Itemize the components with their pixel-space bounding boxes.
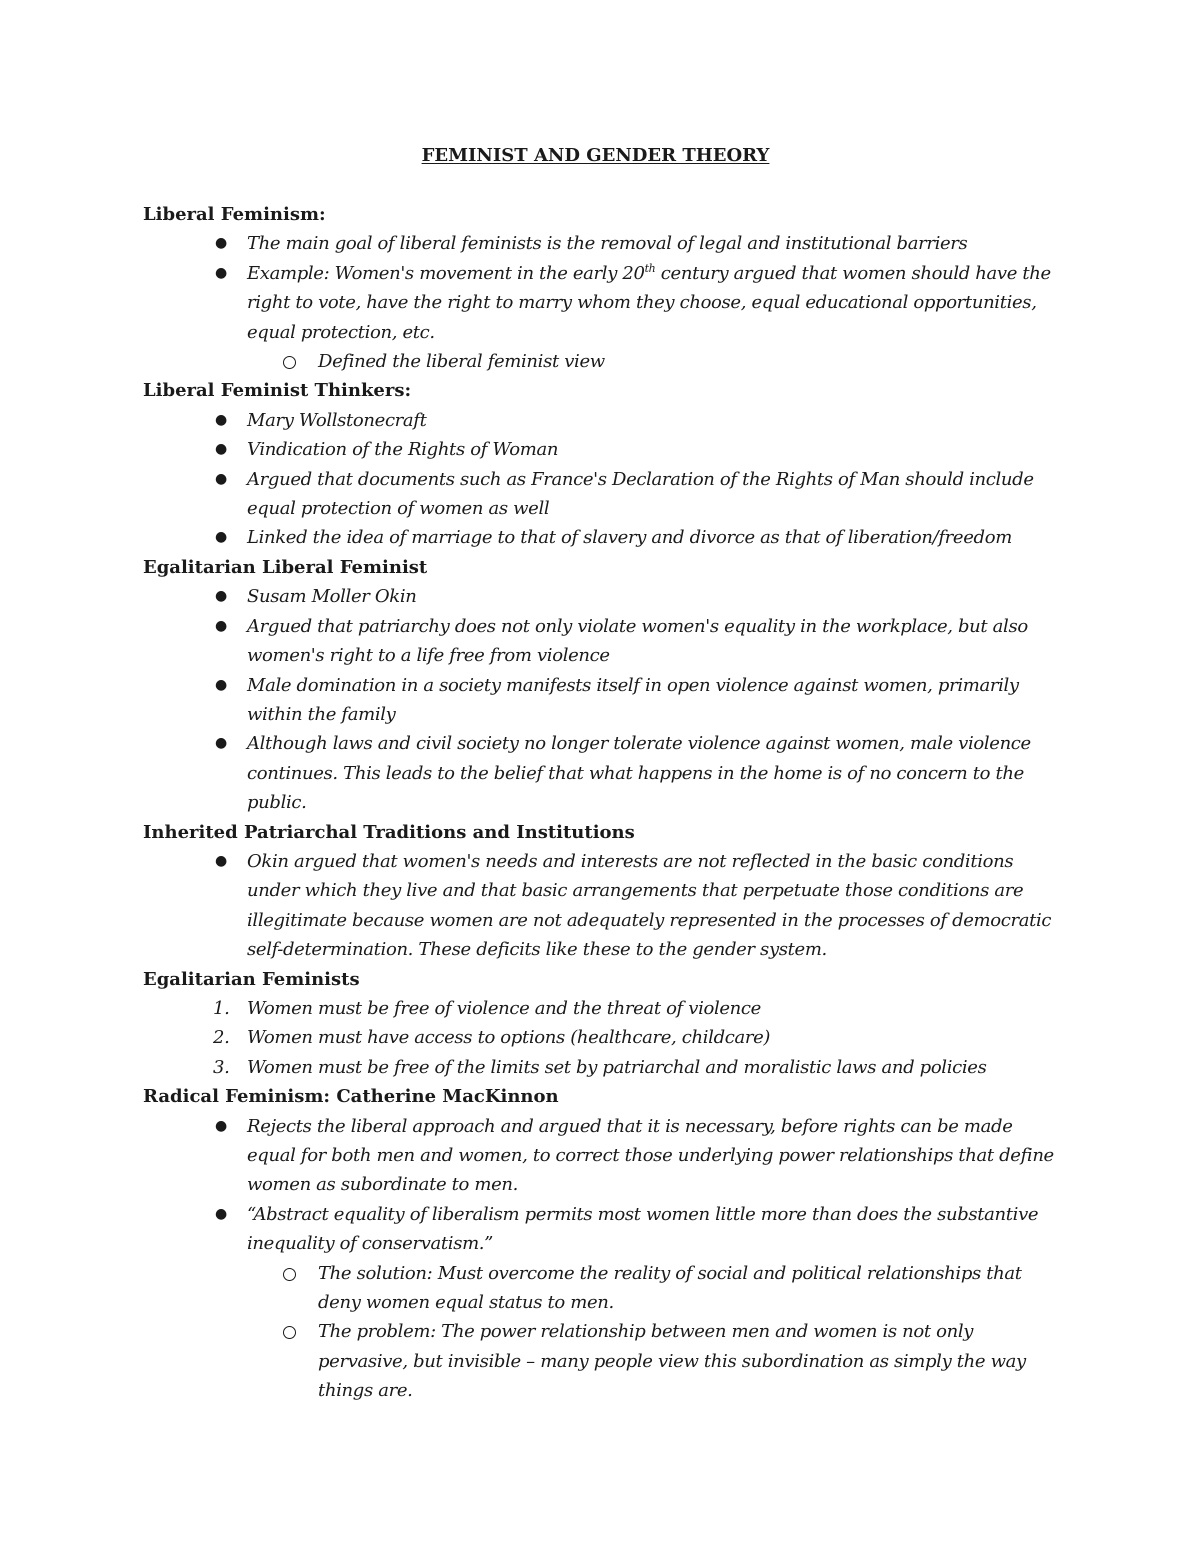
hollow-circle-bullet-icon bbox=[283, 356, 296, 369]
bullet-icon: ● bbox=[215, 470, 227, 487]
section-heading: Liberal Feminist Thinkers: bbox=[143, 380, 412, 402]
bullet-item bbox=[143, 729, 1063, 817]
numbered-item bbox=[143, 1053, 1063, 1082]
section-heading: Egalitarian Feminists bbox=[143, 968, 360, 990]
list-number: 1. bbox=[213, 997, 230, 1019]
bullet-text: Susam Moller Okin bbox=[247, 586, 417, 608]
hollow-circle-bullet-icon bbox=[283, 1326, 296, 1339]
bullet-item bbox=[143, 523, 1063, 552]
bullet-item bbox=[143, 671, 1063, 730]
numbered-item bbox=[143, 994, 1063, 1023]
sub-bullet-item bbox=[143, 1259, 1063, 1318]
sub-bullet-text: Defined the liberal feminist view bbox=[318, 351, 605, 373]
sub-bullet-item bbox=[143, 1317, 1063, 1405]
bullet-icon: ● bbox=[215, 529, 227, 546]
bullet-item bbox=[143, 1200, 1063, 1259]
numbered-text: Women must have access to options (healthcare, childcare) bbox=[247, 1027, 771, 1049]
hollow-circle-bullet-icon bbox=[283, 1268, 296, 1281]
bullet-item bbox=[143, 847, 1063, 965]
bullet-text: Mary Wollstonecraft bbox=[247, 409, 427, 431]
bullet-text: Linked the idea of marriage to that of slavery and divorce as that of liberation/freedom bbox=[247, 527, 1012, 549]
bullet-icon: ● bbox=[215, 852, 227, 869]
bullet-icon: ● bbox=[215, 441, 227, 458]
list-number: 3. bbox=[213, 1056, 230, 1078]
bullet-icon: ● bbox=[215, 617, 227, 634]
sub-bullet-item bbox=[143, 347, 1063, 376]
section-heading: Radical Feminism: Catherine MacKinnon bbox=[143, 1086, 559, 1108]
bullet-item bbox=[143, 435, 1063, 464]
bullet-item bbox=[143, 465, 1063, 524]
bullet-text: Although laws and civil society no longer tolerate violence against women, male violence continues. This leads to the belief that what happens in the home is of no concern to the public. bbox=[247, 733, 1031, 814]
bullet-text: Male domination in a society manifests itself in open violence against women, primarily within the family bbox=[247, 674, 1019, 725]
bullet-icon: ● bbox=[215, 676, 227, 693]
sub-bullet-text: The problem: The power relationship between men and women is not only pervasive, but invisible – many people view this subordination as simply the way things are. bbox=[318, 1321, 1026, 1402]
bullet-icon: ● bbox=[215, 264, 227, 281]
document-title: FEMINIST AND GENDER THEORY bbox=[421, 145, 770, 166]
section-heading: Inherited Patriarchal Traditions and Institutions bbox=[143, 821, 635, 843]
bullet-text: Vindication of the Rights of Woman bbox=[247, 439, 559, 461]
list-number: 2. bbox=[213, 1027, 230, 1049]
bullet-icon: ● bbox=[215, 1117, 227, 1134]
bullet-item bbox=[143, 406, 1063, 435]
bullet-item bbox=[143, 1112, 1063, 1200]
document-body bbox=[143, 200, 1063, 1406]
bullet-text: Argued that patriarchy does not only violate women's equality in the workplace, but also women's right to a life free from violence bbox=[247, 615, 1028, 667]
bullet-icon: ● bbox=[215, 235, 227, 252]
bullet-text: “Abstract equality of liberalism permits most women little more than does the substantive inequality of conservatism.” bbox=[247, 1203, 1039, 1255]
numbered-item bbox=[143, 1023, 1063, 1052]
bullet-icon: ● bbox=[215, 1205, 227, 1222]
bullet-item bbox=[143, 259, 1063, 347]
section-heading: Egalitarian Liberal Feminist bbox=[143, 556, 428, 578]
bullet-item bbox=[143, 229, 1063, 258]
bullet-icon: ● bbox=[215, 588, 227, 605]
bullet-text: Rejects the liberal approach and argued that it is necessary, before rights can be made equal for both men and women, to correct those underlying power relationships that define women as subordinate to men. bbox=[247, 1115, 1054, 1196]
bullet-icon: ● bbox=[215, 735, 227, 752]
superscript: th bbox=[644, 261, 656, 275]
bullet-text: Example: Women's movement in the early 20 bbox=[247, 262, 645, 284]
bullet-text: Okin argued that women's needs and interests are not reflected in the basic conditions under which they live and that basic arrangements that perpetuate those conditions are illegitimate because women are not adequately represented in the processes of democratic self-determination. These deficits like these to the gender system. bbox=[247, 850, 1052, 961]
bullet-text: Argued that documents such as France's Declaration of the Rights of Man should include equal protection of women as well bbox=[247, 468, 1034, 520]
bullet-text: The main goal of liberal feminists is the removal of legal and institutional barriers bbox=[247, 233, 968, 255]
bullet-icon: ● bbox=[215, 411, 227, 428]
bullet-item bbox=[143, 612, 1063, 671]
numbered-text: Women must be free of the limits set by patriarchal and moralistic laws and policies bbox=[247, 1056, 987, 1078]
numbered-text: Women must be free of violence and the threat of violence bbox=[247, 997, 761, 1019]
section-heading: Liberal Feminism: bbox=[143, 204, 326, 225]
sub-bullet-text: The solution: Must overcome the reality of social and political relationships that deny women equal status to men. bbox=[318, 1262, 1022, 1314]
bullet-text: century argued that women should have the right to vote, have the right to marry whom they choose, equal educational opportunities, equal protection, etc. bbox=[247, 262, 1051, 343]
bullet-item bbox=[143, 582, 1063, 611]
